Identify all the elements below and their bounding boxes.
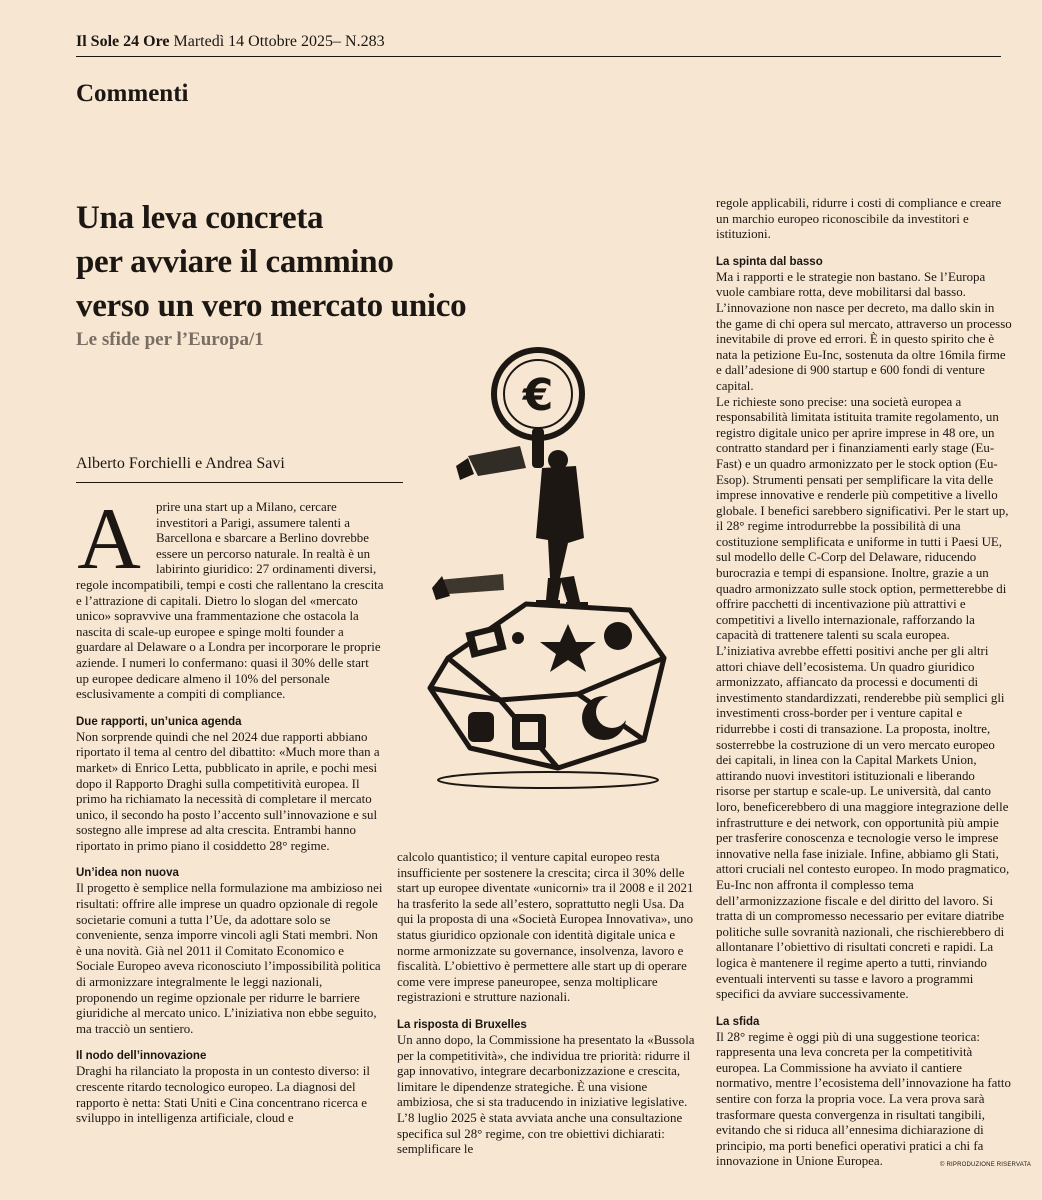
paragraph: Non sorprende quindi che nel 2024 due rapporti abbiano riportato il tema al centro del dibattito: «Much more than a market» di Enrico Letta, pubblicato in aprile, e pochi mesi dopo il Rapporto Draghi sulla competitività europea. Il primo ha richiamato la necessità di completare il mercato unico, il secondo ha posto l’accento sull’innovazione e sul sostegno alle imprese ad alta crescita. Entrambi hanno riportato in primo piano il cosiddetto 28° regime. <box>76 729 380 853</box>
paragraph: Ma i rapporti e le strategie non bastano. Se l’Europa vuole cambiare rotta, deve mobilitarsi dal basso. L’innovazione non nasce per decreto, ma dallo skin in the game di chi opera sul mercato, attraverso un processo inevitabile di prove ed errori. È in questo spirito che è nata la petizione Eu-Inc, sostenuta da oltre 16mila firme e dall’adesione di 900 startup e 600 fondi di venture capital. <box>716 269 1012 393</box>
masthead-rule <box>76 56 1001 57</box>
article-column-2 <box>397 850 695 1158</box>
headline-line-2: per avviare il cammino <box>76 244 394 280</box>
masthead-brand: Il Sole 24 Ore <box>76 33 170 50</box>
headline-line-1: Una leva concreta <box>76 200 324 236</box>
masthead-date-issue: Martedì 14 Ottobre 2025– N.283 <box>173 33 385 50</box>
paragraph: regole applicabili, ridurre i costi di compliance e creare un marchio europeo riconoscibile da investitori e istituzioni. <box>716 196 1002 242</box>
subhead-la-sfida: La sfida <box>716 1015 760 1028</box>
subtitle: Le sfide per l’Europa/1 <box>76 329 264 350</box>
subhead-due-rapporti: Due rapporti, un’unica agenda <box>76 715 242 728</box>
paragraph: L’iniziativa avrebbe effetti positivi anche per gli altri attori chiave dell’ecosistema. Un quadro giuridico armonizzato, affiancato da processi e documenti di investimento standardizzati, renderebbe più semplici gli investimenti cross-border per i venture capital e ridurrebbe i costi di transazione. La proposta, inoltre, sosterrebbe la costruzione di un vero mercato europeo dei capitali, in linea con la Capital Markets Union, attirando nuovi investitori istituzionali e liberando risorse per startup e scale-up. Le università, dal canto loro, beneficerebbero di una maggiore integrazione delle infrastrutture e dei network, con opportunità più ampie per trasferire conoscenza e tecnologie verso le imprese innovative nella fase iniziale. Infine, abbiamo gli Stati, attori cruciali nel contesto europeo. In modo pragmatico, Eu-Inc non affronta il complesso tema dell’armonizzazione fiscale e del diritto del lavoro. Si tratta di un compromesso necessario per evitare diatribe politiche sulle sovranità nazionali, che rischierebbero di allontanare l’obiettivo di risultati concreti e rapidi. La logica è mantenere il regime aperto a tutti, rinviando eventuali interventi su tasse e lavoro a programmi specifici da avviare successivamente. <box>716 644 1010 1002</box>
subhead-spinta-basso: La spinta dal basso <box>716 255 823 268</box>
article-column-3 <box>716 196 1012 1170</box>
article-column-1 <box>76 491 384 1127</box>
paragraph: Le richieste sono precise: una società europea a responsabilità limitata istituita tramite regolamento, un registro digitale unico per aprire imprese in 48 ore, un contratto standard per i finanziamenti early stage (Eu-Fast) e un quadro armonizzato per le stock option (Eu-Esop). Strumenti pensati per semplificare la vita delle imprese innovative e renderle più competitive a livello globale. I benefici sarebbero significativi. Per le start up, il 28° regime introdurrebbe la possibilità di una costituzione semplificata e uniforme in tutti i Paesi UE, sul modello delle C-Corp del Delaware, riducendo burocrazia e tempi di espansione. Inoltre, grazie a un quadro armonizzato sulle stock option, permetterebbe di offrire pacchetti di incentivazione più attrattivi e competitivi a livello internazionale, rafforzando la capacità di trattenere talenti su scala europea. <box>716 394 1009 643</box>
paragraph: calcolo quantistico; il venture capital europeo resta insufficiente per sostenere la crescita; circa il 30% delle start up europee diventate «unicorni» tra il 2008 e il 2021 ha trasferito la sede all’estero, soprattutto negli Usa. Da qui la proposta di una «Società Europea Innovativa», uno status giuridico opzionale con identità digitale unica e norme armonizzate su governance, insolvenza, lavoro e fiscalità. L’obiettivo è permettere alle start up di operare come vere imprese paneuropee, senza moltiplicare registrazioni e strutture nazionali. <box>397 850 694 1005</box>
subhead-idea-non-nuova: Un’idea non nuova <box>76 867 179 880</box>
subhead-risposta-bruxelles: La risposta di Bruxelles <box>397 1018 527 1031</box>
paragraph: Il 28° regime è oggi più di una suggestione teorica: rappresenta una leva concreta per la competitività europea. La Commissione ha avviato il cantiere normativo, mentre l’ecosistema dell’innovazione ha fatto sentire con forza la propria voce. La vera prova sarà trasformare questa convergenza in risultati tangibili, evitando che si riduca all’ennesima dichiarazione di principio, ma porti benefici operativi pratici a chi fa innovazione in Unione Europea. <box>716 1029 1011 1169</box>
paragraph: Un anno dopo, la Commissione ha presentato la «Bussola per la competitività», che individua tre priorità: ridurre il gap innovativo, integrare decarbonizzazione e crescita, limitare le dipendenze strategiche. È una visione ambiziosa, che si sta traducendo in iniziative legislative. L’8 luglio 2025 è stata avviata anche una consultazione specifica sul 28° regime, con tre obiettivi dichiarati: semplificare le <box>397 1032 695 1157</box>
paragraph: Il progetto è semplice nella formulazione ma ambizioso nei risultati: offrire alle imprese un quadro opzionale di regole societarie comuni a tutta l’Ue, da adottare solo se conveniente, senza imporre vincoli agli Stati membri. Non è una novità. Già nel 2011 il Comitato Economico e Sociale Europeo aveva riconosciuto l’impossibilità politica di armonizzare integralmente le leggi nazionali, proponendo un regime opzionale per ridurre le barriere giuridiche al mercato unico. L’iniziativa non ebbe seguito, ma tracciò un sentiero. <box>76 881 383 1036</box>
figure-holding-euro-coin-on-dice-illustration <box>408 328 690 798</box>
paragraph: Draghi ha rilanciato la proposta in un contesto diverso: il crescente ritardo tecnologico europeo. La diagnosi del rapporto è netta: Stati Uniti e Cina concentrano ricerca e sviluppo in intelligenza artificiale, cloud e <box>76 1064 370 1126</box>
masthead <box>76 31 1001 53</box>
section-title: Commenti <box>76 80 189 107</box>
drop-cap: A <box>77 491 141 588</box>
lead-text: prire una start up a Milano, cercare investitori a Parigi, assumere talenti a Barcellona e sbarcare a Berlino dovrebbe essere un percorso naturale. In realtà è un labirinto giuridico: 27 ordinamenti diversi, regole incompatibili, tempi e costi che rallentano la crescita e l’attrazione di capitali. Dietro lo slogan del «mercato unico» sopravvive una frammentazione che ostacola la nascita di scale-up europee e spinge molti founder a guardare al Delaware o a Londra per incorporare le proprie aziende. I numeri lo confermano: quasi il 30% delle start up europee dedicare almeno il 10% del personale esclusivamente a compiti di compliance. <box>76 500 384 702</box>
subhead-nodo-innovazione: Il nodo dell’innovazione <box>76 1050 207 1063</box>
copyright-note: © RIPRODUZIONE RISERVATA <box>940 1162 1032 1168</box>
headline-line-3: verso un vero mercato unico <box>76 288 467 324</box>
headline <box>76 196 546 328</box>
byline-rule <box>76 482 403 483</box>
lead-paragraph <box>76 491 384 703</box>
euro-symbol: € <box>522 370 554 421</box>
byline: Alberto Forchielli e Andrea Savi <box>76 455 285 472</box>
